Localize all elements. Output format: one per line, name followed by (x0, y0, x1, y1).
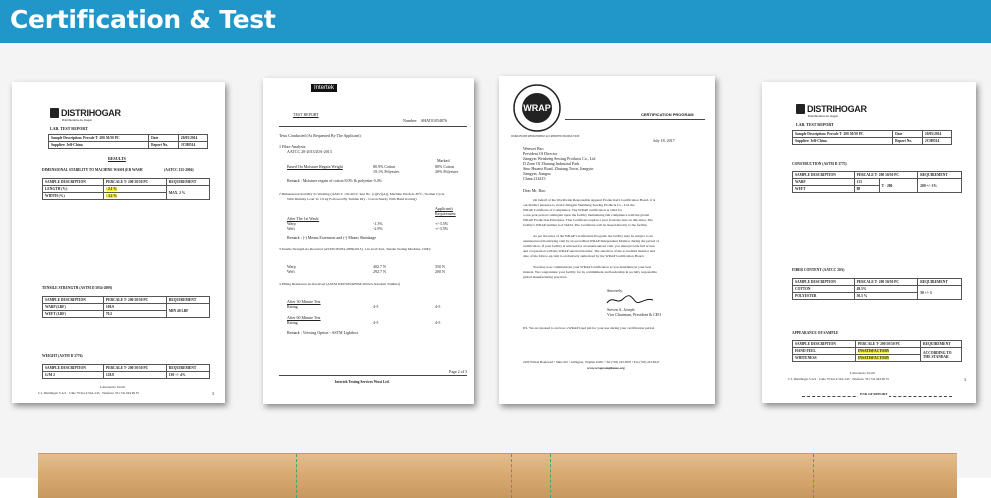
tensile-title: TENSILE STRENGTH (ASTM D 5034-2009) (42, 286, 113, 290)
weft-value: -2.9% (373, 226, 383, 231)
construction-table (792, 171, 962, 193)
postscript: P.S. We are pleased to enclose a WRAP lapel pin for your use during your certification period. (523, 326, 655, 330)
warp-value: -1.3% (373, 221, 383, 226)
tensile-table (42, 296, 210, 318)
dimensional-title: DIMENSIONAL STABILITY TO MACHINE WASH (ER WASH (42, 168, 143, 172)
intertek-report[interactable] (263, 78, 474, 404)
program-rule (565, 119, 705, 120)
marked-cotton: 80% Cotton (435, 164, 455, 169)
fiber-poly: 19.1% Polyester (373, 169, 400, 174)
col-requirement: REQUIREMENT (166, 179, 209, 186)
row-whiteness: WHITENESS (793, 355, 856, 362)
footer-address: 2200 Wilson Boulevard • Suite 601 • Arlington, Virginia 22201 • Tel (703) 243-0970 • Fax (703) 243-8247 (523, 360, 660, 364)
warp-req: +/-3.5% (435, 221, 449, 226)
guide-line (813, 454, 814, 498)
paragraph-line: date of the follow-up visit is exclusively authorized by the WRAP Certification Board. (523, 254, 645, 258)
marked-label: Marked (437, 158, 450, 163)
col-percale: PERCALE T- 200 50/50 PC (103, 297, 166, 304)
col-requirement: REQUIREMENT (921, 341, 962, 348)
report-no-label: Report No. (149, 142, 179, 149)
row-warp: WARP (793, 179, 855, 186)
paragraph-line: global manufacturing practices. (523, 275, 568, 279)
weft-label: Weft (287, 226, 295, 231)
pilling-60: After 60 Minute Test (287, 315, 321, 320)
footer-address: C.I. Distrihogar S.A.S · Calle 79 Sur # 52A-145 · Telefono: 331 741 044 99 55 (38, 391, 139, 395)
pilling-60-req: 4-5 (435, 320, 441, 325)
results-heading: RESULTS (108, 156, 126, 161)
pilling-60-value: 4-5 (373, 320, 379, 325)
sample-description: Sample Description: Percale T- 200 50/50 PC (793, 131, 893, 138)
section-1-std: AATCC 20-2013/20A-2013 (287, 149, 332, 154)
pilling-30-rating: Rating (287, 304, 298, 309)
min-requirement: MIN 40 LBF (166, 304, 209, 318)
row-cotton: COTTON (793, 286, 855, 293)
paragraph-line: facility's WRAP number is # 54434. The Certificate will be issued directly to the facility. (523, 223, 648, 227)
paragraph-line: unannounced monitoring visit by an accredited WRAP Independent Monitor during the period of (523, 239, 659, 243)
sample-description: Sample Description: Percale T- 200 50/50 PC (49, 135, 149, 142)
weft-value: 88 (854, 186, 879, 193)
address-line: D Zone Of Zhutang Industrial Park (523, 161, 580, 166)
page-number: 3 (964, 377, 966, 382)
guide-line (550, 454, 551, 498)
brand-subtitle: Distribuidora de Hogar (62, 118, 93, 122)
warp-value: 113 (854, 179, 879, 186)
appearance-req: ACCORDING TO THE STANDAR (921, 348, 962, 362)
tensile-weft-req: 200 N (435, 269, 445, 274)
section-4: 4 Pilling Resistance As Received (ASTM D4970/D4970M-2010e3, Random Tumbler) (279, 282, 401, 286)
col-requirement: REQUIREMENT (918, 172, 962, 179)
col-requirement: REQUIREMENT (918, 279, 962, 286)
fiber-req: 50 +/- 3 (918, 286, 962, 300)
row-width: WIDTH (%) (43, 193, 104, 200)
report-title: LAB. TEST REPORT (50, 126, 88, 131)
gm2-requirement: 130 +/- 4% (166, 372, 209, 379)
paragraph-line: interest. We congratulate your facility for its commitment and leadership in socially responsible (523, 270, 657, 274)
header-table (48, 134, 208, 149)
pilling-30-value: 4-5 (373, 304, 379, 309)
divider (279, 375, 467, 376)
paragraph-line: our distinct pleasure to award Jiangyin Weisheng Sewing Products Co., Ltd. the (523, 203, 635, 207)
footer-company: Intertek Testing Services Wuxi Ltd. (335, 380, 390, 384)
weft-req: +/-3.5% (435, 226, 449, 231)
wrap-certificate-letter[interactable] (499, 76, 715, 404)
guide-line (296, 454, 297, 498)
end-of-report: END OF REPORT (860, 392, 888, 396)
construction-title: CONSTRUCTION (ASTM D 3775) (792, 162, 847, 166)
divider (279, 126, 467, 127)
date-value: 20/05/2014 (922, 131, 951, 138)
footer-website: www.wrapcompliance.org (587, 366, 625, 370)
number-label: Number: (403, 118, 418, 123)
paragraph-line: On behalf of the Worldwide Responsible Apparel Production's Certification Board, it is (533, 198, 656, 202)
col-percale: PERCALE T- 200 50/50 PC (103, 179, 166, 186)
pilling-30: After 30 Minute Test (287, 299, 321, 304)
footer-lab: Laboratorio Textil (850, 371, 875, 375)
wrap-seal-icon (513, 84, 561, 132)
report-title: LAB. TEST REPORT (796, 122, 834, 127)
wooden-shelf (38, 453, 957, 498)
hand-feel-value: INSATISFACTORY (857, 349, 890, 353)
construction-req: 200 +/- 3% (918, 179, 962, 193)
length-value: - 2.1 % (105, 187, 117, 191)
brand-logo: DISTRIHOGAR (807, 104, 867, 114)
col-percale: PERCALE T- 200 50/50 PC (855, 341, 920, 348)
header-table (792, 130, 952, 145)
row-poly: POLYESTER (793, 293, 855, 300)
max-requirement: MAX. 2 % (166, 186, 209, 200)
report-no-label: Report No. (893, 138, 923, 145)
dimensional-std: (AATCC 135-2004) (164, 168, 194, 172)
paragraph-line: a one-year period contingent upon the facility maintaining full compliance with the global (523, 213, 650, 217)
weight-title: WEIGHT (ASTM D 3776) (42, 354, 83, 358)
warp-value: 108.9 (103, 304, 166, 311)
whiteness-value: INSATISFACTORY (857, 356, 890, 360)
section-2-b: With Dummy Load To 1.8 kg Followed By Tumble Dry - Cotton/Sturdy With Hand Ironing) (287, 197, 417, 201)
row-weft: WEFT (793, 186, 855, 193)
distrihogar-report-2[interactable] (762, 82, 976, 403)
thread-count: T - 200 (879, 179, 918, 193)
pilling-60-rating: Rating (287, 320, 298, 325)
tensile-weft-v: 292.7 N (373, 269, 386, 274)
paragraph-line: certification. If your facility is selected for an unannounced visit, you must provide full access (523, 244, 655, 248)
col-sample: SAMPLE DESCRIPTION (793, 279, 855, 286)
section-2: 2 Dimensional Stability To Washing (AATCC 135-2012, Test No. (1)(IV)(A)), Machine Wash At 30°C, Normal Cycle (279, 192, 445, 196)
letter-date: July 18, 2017 (653, 138, 675, 143)
tensile-warp: Warp (287, 264, 296, 269)
col-percale: PERCALE T- 200 50/50 PC (854, 279, 918, 286)
col-percale: PERCALE T- 200 50/50 PC (103, 365, 166, 372)
warp-label: Warp (287, 221, 296, 226)
program-title: CERTIFICATION PROGRAM (641, 112, 694, 117)
address-line: Jiangyin, Jiangsu (523, 171, 551, 176)
col-percale: PERCALE T- 200 50/50 PC (854, 172, 918, 179)
appearance-table (792, 340, 962, 362)
footer-address: C.I. Distrihogar S.A.S · Calle 79 Sur # 52A-145 · Telefono: 331 741 044 99 55 (788, 377, 889, 381)
report-no: JCH0514 (178, 142, 207, 149)
section-title: Certification & Test (10, 5, 276, 34)
address-line: Wenwei Bao (523, 146, 544, 151)
number-value: SHAT01054876 (421, 118, 448, 123)
intertek-logo: Intertek (311, 84, 337, 92)
sincerely: Sincerely, (607, 288, 623, 293)
date-label: Date (149, 135, 179, 142)
gm2-value: 128.8 (103, 372, 166, 379)
paragraph-line: and cooperation with the WRAP selected monitor. The selection of the accredited monitor and (523, 249, 655, 253)
col-sample: SAMPLE DESCRIPTION (43, 365, 104, 372)
intro: Tests Conducted (As Requested By The Applicant) (279, 133, 361, 138)
page-number: Page 2 of 3 (449, 369, 468, 374)
supplier: Supplier: Jeff-China (49, 142, 149, 149)
date-value: 20/05/2014 (178, 135, 207, 142)
shelf-stage (0, 43, 991, 478)
paragraph-line: WRAP Production Principles. This Certificate expires a year from the date on this letter. The (523, 218, 653, 222)
page-number: 3 (212, 391, 214, 396)
col-requirement: REQUIREMENT (166, 365, 209, 372)
tensile-weft: Weft (287, 269, 295, 274)
fiber-table (792, 278, 962, 300)
poly-value: 50.5 % (854, 293, 918, 300)
row-warp: WARP (LBF) (43, 304, 104, 311)
width-value: - 3.2 % (105, 194, 117, 198)
signature-icon (605, 294, 655, 306)
row-weft: WEFT (LBF) (43, 311, 104, 318)
paragraph-line: You may now communicate your WRAP Certification as you determine in your best (533, 265, 652, 269)
section-3: 3 Tensile Strength As Received (ASTM D5034-2009(2013), 1-in Grab Test, Tensile Testing Machine, CRE): (279, 247, 431, 251)
footer-lab: Laboratorio Textil (100, 385, 125, 389)
pilling-30-req: 4-5 (435, 304, 441, 309)
weight-table (42, 364, 210, 379)
remark-2: Remark : (-) Means Extension and (-) Means Shrinkage (287, 235, 377, 240)
brand-subtitle: Distribuidora de Hogar (808, 114, 839, 118)
paragraph-line: WRAP Certificate of Compliance. The WRAP certification is valid for (523, 208, 622, 212)
report-title: TEST REPORT (293, 112, 319, 117)
seal-text: WRAP (523, 103, 551, 113)
moisture-label: Based On Moisture Regain Weight (287, 164, 343, 169)
paragraph-line: As per the rules of the WRAP Certification Program, the facility may be subject to an (533, 234, 653, 238)
supplier: Supplier: Jeff-China (793, 138, 893, 145)
seal-ring-text: WORLDWIDE RESPONSIBLE ACCREDITED PRODUCTION (511, 135, 580, 138)
fiber-cotton: 80.9% Cotton (373, 164, 396, 169)
distrihogar-report-1[interactable] (12, 82, 225, 403)
signatory-name: Steven A. Joseph (607, 307, 635, 312)
salutation: Dear Mr. Bao: (523, 188, 546, 193)
row-length: LENGTH (%) (43, 186, 104, 193)
col-sample: SAMPLE DESCRIPTION (43, 179, 104, 186)
address-line: President Of Director (523, 151, 558, 156)
guide-line (511, 454, 512, 498)
report-no: JCH0514 (922, 138, 951, 145)
brand-logo: DISTRIHOGAR (61, 108, 121, 118)
tensile-warp-req: 350 N (435, 264, 445, 269)
distrihogar-logo-icon (796, 104, 805, 114)
row-gm2: G/M 2 (43, 372, 104, 379)
col-sample: SAMPLE DESCRIPTION (793, 341, 856, 348)
remark-4: Remark : Viewing Option - ASTM Lightbox (287, 330, 359, 335)
applicant-req: Applicant's Requirement (435, 206, 456, 216)
date-label: Date (893, 131, 923, 138)
tensile-warp-v: 402.7 N (373, 264, 386, 269)
distrihogar-logo-icon (50, 108, 59, 118)
section-header (0, 0, 991, 43)
remark-1: Remark : Moisture regain of cotton 8.0% & polyester 0.4% (287, 178, 382, 183)
col-requirement: REQUIREMENT (166, 297, 209, 304)
after-wash: After The 1st Wash: (287, 216, 320, 221)
appearance-title: APPEARANCE OF SAMPLE (792, 331, 839, 335)
fiber-title: FIBER CONTENT (AATCC 20A) (792, 268, 845, 272)
row-hand-feel: HAND FEEL (793, 348, 856, 355)
address-line: Jiangyin Weisheng Sewing Products Co., Ltd (523, 156, 596, 161)
col-sample: SAMPLE DESCRIPTION (43, 297, 104, 304)
marked-poly: 20% Polyester (435, 169, 459, 174)
signatory-title: Vice Chairman, President & CEO (607, 312, 662, 317)
address-line: China 214415 (523, 176, 546, 181)
address-line: Sino Huanxi Road, Zhutang Town, Jiangyin (523, 166, 594, 171)
cotton-value: 49.5% (854, 286, 918, 293)
section-1: 1 Fibre Analysis: (279, 144, 307, 149)
weft-value: 70.5 (103, 311, 166, 318)
col-sample: SAMPLE DESCRIPTION (793, 172, 855, 179)
dimensional-table (42, 178, 210, 200)
